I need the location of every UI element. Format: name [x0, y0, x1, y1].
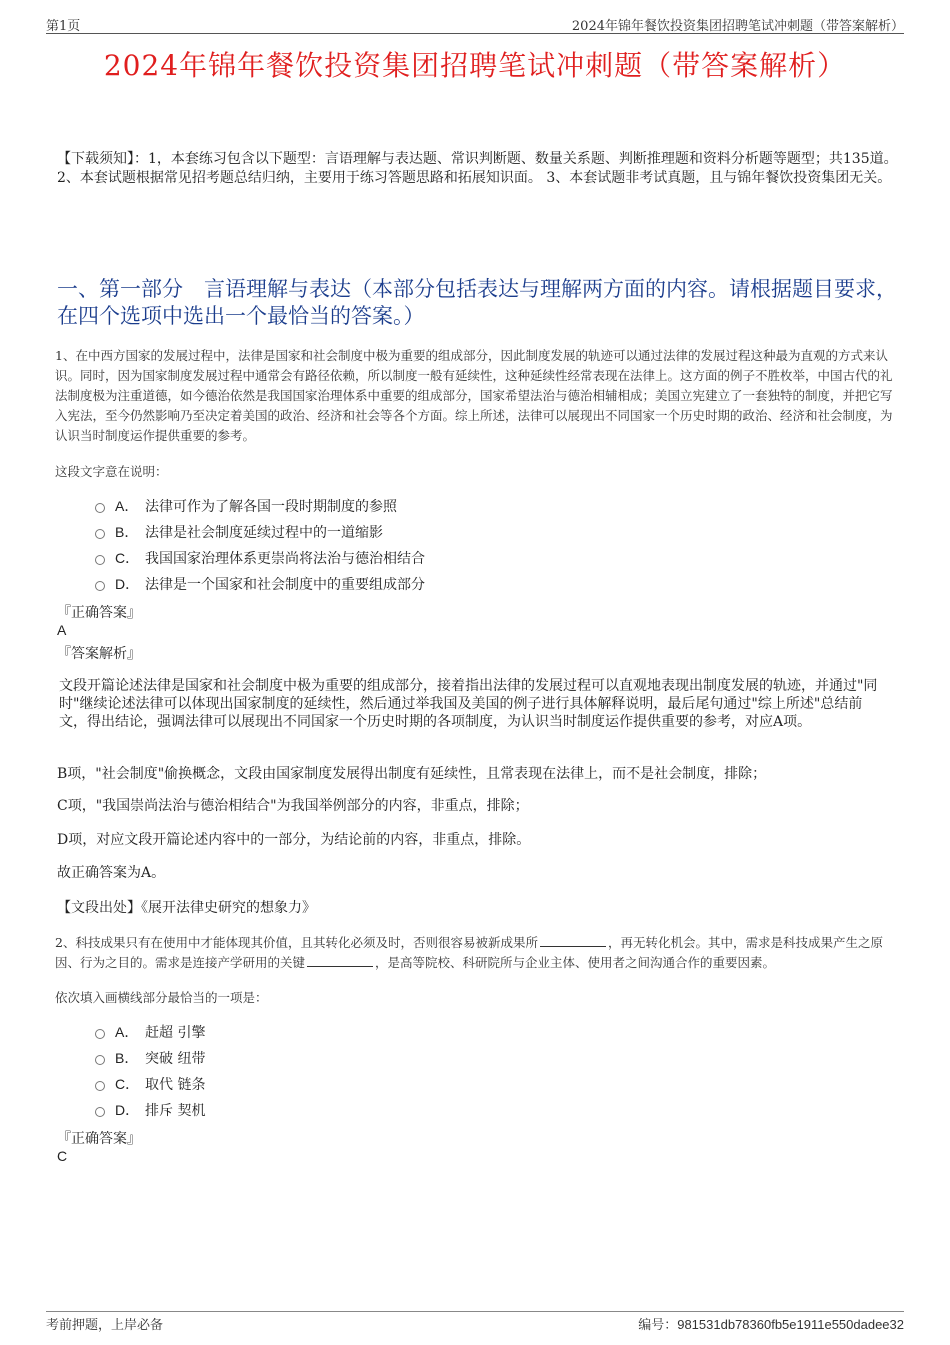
q2-option-b[interactable] — [95, 1048, 205, 1068]
footer-slogan: 考前押题，上岸必备 — [46, 1318, 164, 1333]
option-text: 我国国家治理体系更崇尚将法治与德治相结合 — [145, 551, 425, 567]
q1-option-b[interactable] — [95, 522, 383, 542]
q2-text-part-3: ，是高等院校、科研院所与企业主体、使用者之间沟通合作的重要因素。 — [375, 955, 776, 970]
option-letter: C． — [115, 1076, 140, 1092]
q1-source: 【文段出处】《展开法律史研究的想象力》 — [57, 900, 316, 916]
q2-answer-label: 『正确答案』 — [57, 1131, 141, 1147]
radio-icon[interactable] — [95, 1081, 105, 1091]
header-doc-title: 2024年锦年餐饮投资集团招聘笔试冲刺题（带答案解析） — [571, 19, 904, 34]
option-letter: B． — [115, 1050, 139, 1066]
q2-option-a[interactable] — [95, 1022, 205, 1042]
question-1-text: 1、在中西方国家的发展过程中，法律是国家和社会制度中极为重要的组成部分，因此制度发展的轨迹可以通过法律的发展过程这种最为直观的方式来认识。同时，因为国家制度发展过程中通常会有路径依赖，所以制度一般有延续性，这种延续性经常表现在法律上。这方面的例子不胜枚举，中国古代的礼法制度极为注重道德，如今德治依然是我国国家治理体系中重要的组成部分，国家希望法治与德治相辅相成；美国立宪建立了一套独特的制度，并把它写入宪法，至今仍然影响乃至决定着美国的政治、经济和社会等各个方面。综上所述，法律可以展现出不同国家一个历史时期的政治、经济和社会制度，为认识当时制度运作提供重要的参考。 — [55, 348, 893, 443]
question-2-prompt: 依次填入画横线部分最恰当的一项是： — [55, 990, 268, 1005]
blank-2 — [307, 954, 373, 967]
q1-option-c[interactable] — [95, 548, 425, 568]
footer-code-label: 编号： — [638, 1318, 678, 1333]
option-text: 法律是社会制度延续过程中的一道缩影 — [145, 525, 383, 541]
blank-1 — [540, 934, 606, 947]
q1-analysis-label: 『答案解析』 — [57, 646, 141, 662]
footer-divider — [46, 1311, 904, 1312]
q1-answer: A — [57, 622, 67, 638]
option-text: 赶超 引擎 — [145, 1025, 206, 1041]
q2-option-c[interactable] — [95, 1074, 205, 1094]
q2-text-part-1: 2、科技成果只有在使用中才能体现其价值，且其转化必须及时，否则很容易被新成果所 — [55, 935, 538, 950]
option-letter: D． — [115, 576, 140, 592]
radio-icon[interactable] — [95, 529, 105, 539]
footer-code — [638, 1314, 904, 1333]
q1-answer-label: 『正确答案』 — [57, 605, 141, 621]
radio-icon[interactable] — [95, 1055, 105, 1065]
option-letter: B． — [115, 524, 139, 540]
q1-analysis-para-2: B项，"社会制度"偷换概念，文段由国家制度发展得出制度有延续性，且常表现在法律上，而不是社会制度，排除； — [57, 766, 767, 782]
option-letter: D． — [115, 1102, 140, 1118]
option-letter: A． — [115, 498, 139, 514]
radio-icon[interactable] — [95, 1107, 105, 1117]
q1-option-a[interactable] — [95, 496, 397, 516]
option-letter: A． — [115, 1024, 139, 1040]
q1-option-d[interactable] — [95, 574, 425, 594]
header-divider — [46, 33, 904, 34]
question-2-text — [55, 933, 900, 973]
q2-option-d[interactable] — [95, 1100, 205, 1120]
footer-code-value: 981531db78360fb5e1911e550dadee32 — [677, 1317, 904, 1332]
document-title: 2024年锦年餐饮投资集团招聘笔试冲刺题（带答案解析） — [103, 49, 847, 82]
q2-text-part-2: ，再无转化机会。其中，需求是科技成果产生之原因、行为之目的。需求是连接产学研用的关键 — [55, 935, 883, 970]
section-heading: 一、第一部分 言语理解与表达（本部分包括表达与理解两方面的内容。请根据题目要求，在四个选项中选出一个最恰当的答案。） — [57, 277, 897, 328]
q1-analysis-para-5: 故正确答案为A。 — [57, 865, 166, 881]
option-text: 排斥 契机 — [145, 1103, 206, 1119]
q1-analysis-para-3: C项，"我国崇尚法治与德治相结合"为我国举例部分的内容，非重点，排除； — [57, 798, 529, 814]
q1-analysis-para-1: 文段开篇论述法律是国家和社会制度中极为重要的组成部分，接着指出法律的发展过程可以直观地表现出制度发展的轨迹，并通过"同时"继续论述法律可以体现出国家制度的延续性，然后通过举我国及美国的例子进行具体解释说明，最后尾句通过"综上所述"总结前文，得出结论，强调法律可以展现出不同国家一个历史时期的各项制度，为认识当时制度运作提供重要的参考，对应A项。 — [59, 678, 878, 730]
q2-answer: C — [57, 1148, 68, 1164]
option-text: 取代 链条 — [145, 1077, 206, 1093]
download-notice: 【下载须知】：1，本套练习包含以下题型：言语理解与表达题、常识判断题、数量关系题、判断推理题和资料分析题等题型；共135道。 2、本套试题根据常见招考题总结归纳，主要用于练习答题思路和拓展知识面。 3、本套试题非考试真题，且与锦年餐饮投资集团无关。 — [57, 151, 898, 186]
question-1-prompt: 这段文字意在说明： — [55, 464, 168, 479]
radio-icon[interactable] — [95, 555, 105, 565]
radio-icon[interactable] — [95, 581, 105, 591]
radio-icon[interactable] — [95, 1029, 105, 1039]
option-letter: C． — [115, 550, 140, 566]
q1-analysis-para-4: D项，对应文段开篇论述内容中的一部分，为结论前的内容，非重点，排除。 — [57, 832, 531, 848]
option-text: 法律是一个国家和社会制度中的重要组成部分 — [145, 577, 425, 593]
option-text: 突破 纽带 — [145, 1051, 206, 1067]
option-text: 法律可作为了解各国一段时期制度的参照 — [145, 499, 397, 515]
radio-icon[interactable] — [95, 503, 105, 513]
header-page-label: 第1页 — [46, 19, 81, 34]
